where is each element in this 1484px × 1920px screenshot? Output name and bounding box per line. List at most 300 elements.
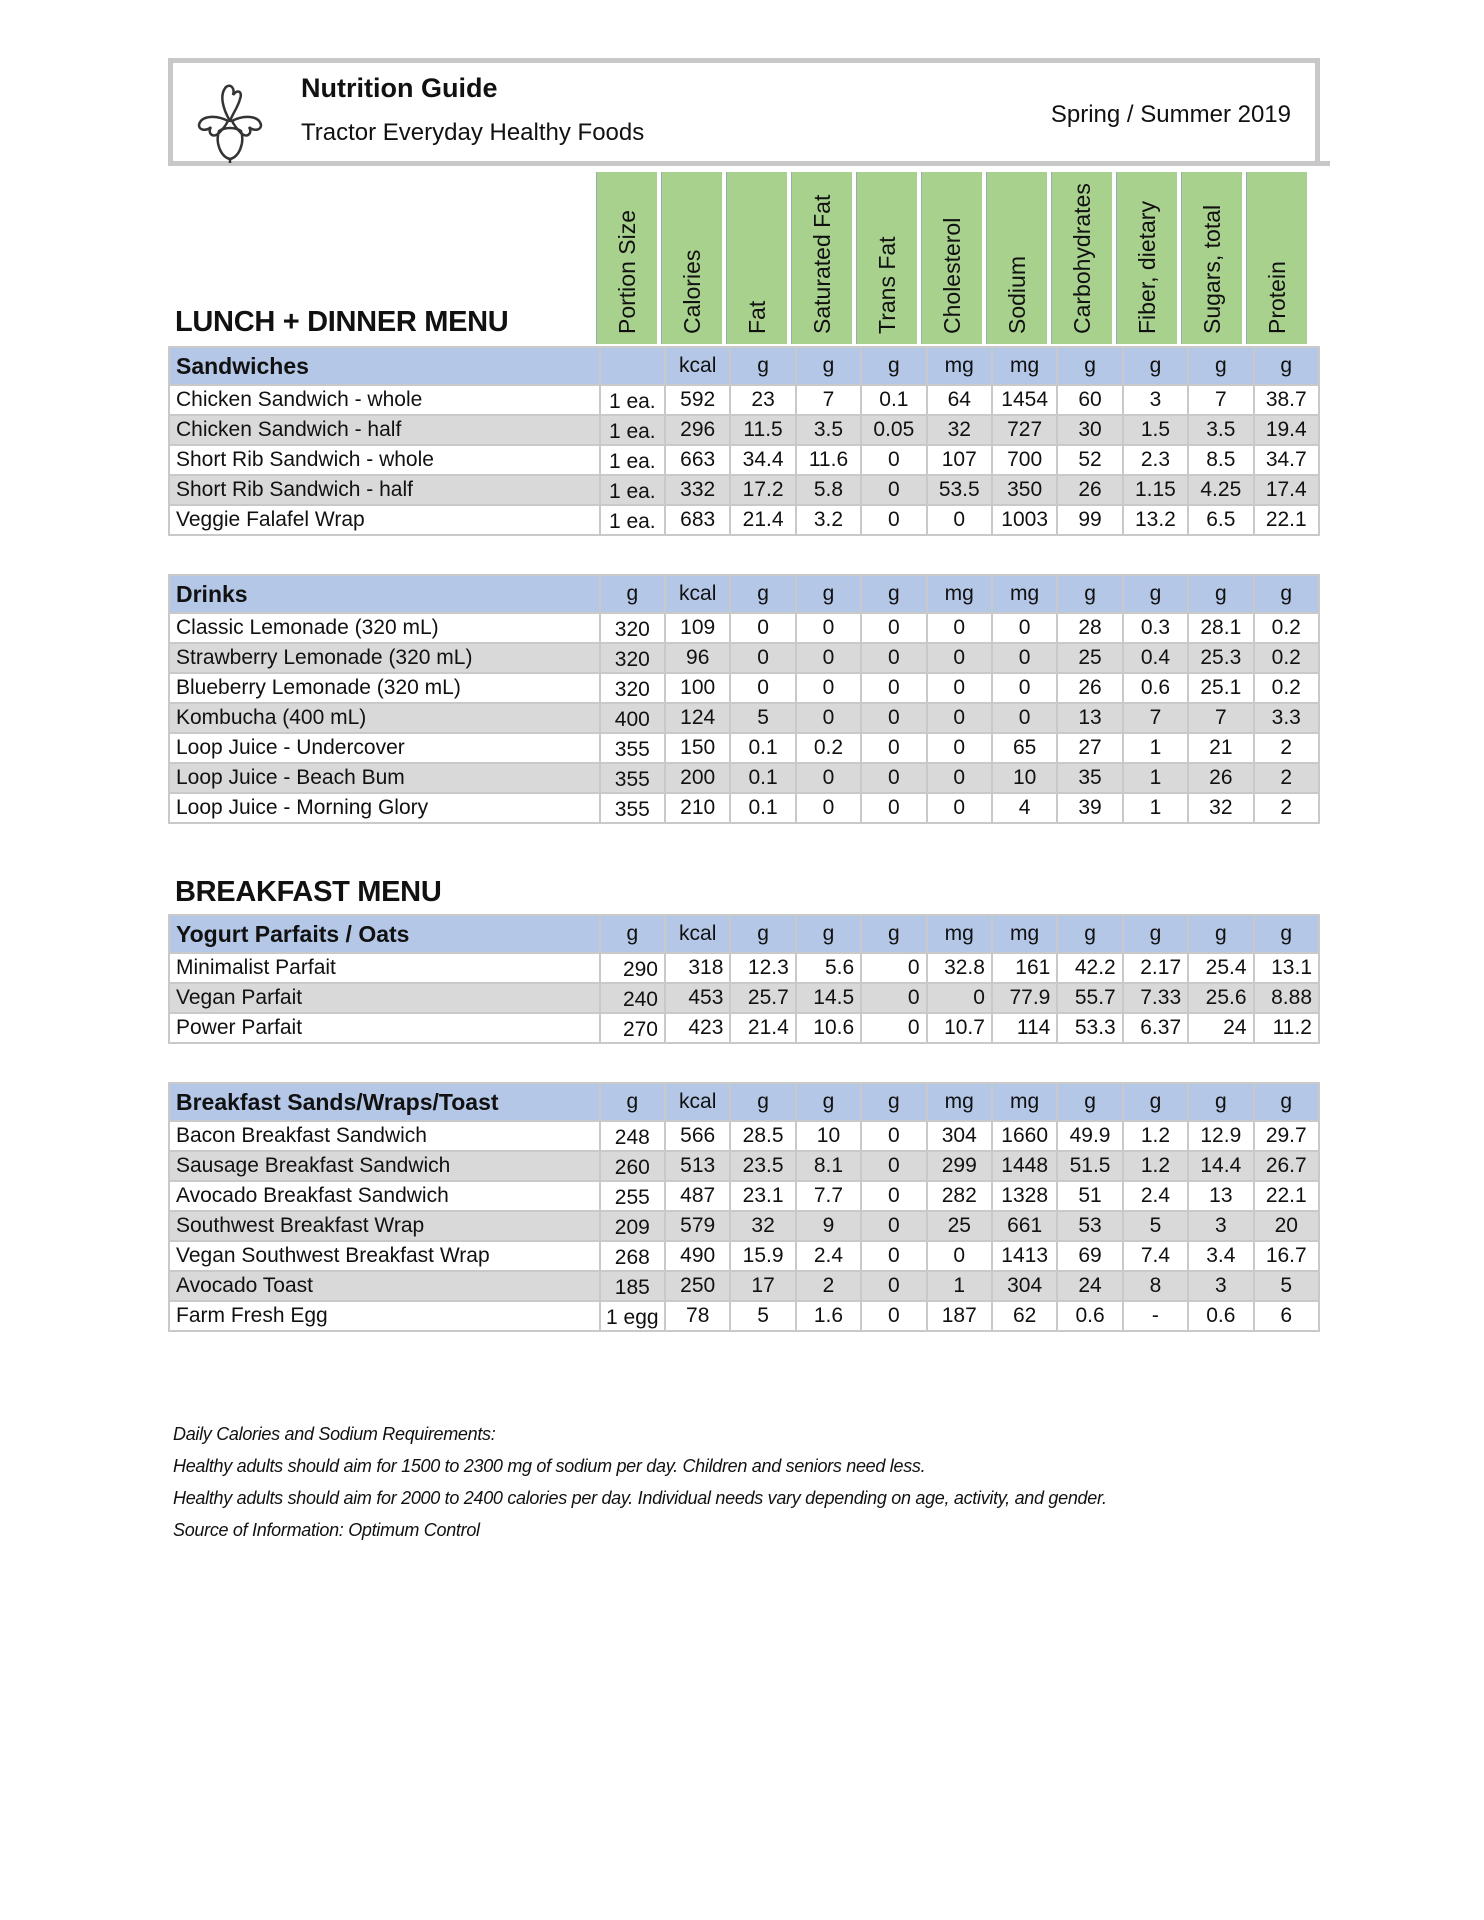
value-cell: 355	[600, 733, 665, 763]
unit-cell: mg	[927, 915, 992, 953]
item-name: Minimalist Parfait	[169, 953, 600, 983]
value-cell: 1	[1123, 733, 1188, 763]
value-cell: 2.3	[1123, 445, 1188, 475]
value-cell: 24	[1188, 1013, 1253, 1043]
value-cell: 53.3	[1057, 1013, 1122, 1043]
value-cell: 23.1	[730, 1181, 795, 1211]
value-cell: 25.4	[1188, 953, 1253, 983]
value-cell: 0	[730, 673, 795, 703]
col-saturated-fat: Saturated Fat	[791, 172, 852, 344]
value-cell: 65	[992, 733, 1057, 763]
item-name: Sausage Breakfast Sandwich	[169, 1151, 600, 1181]
value-cell: 99	[1057, 505, 1122, 535]
value-cell: -	[1123, 1301, 1188, 1331]
value-cell: 49.9	[1057, 1121, 1122, 1151]
value-cell: 22.1	[1254, 505, 1319, 535]
item-name: Chicken Sandwich - whole	[169, 385, 600, 415]
table-row	[169, 475, 1319, 505]
value-cell: 4.25	[1188, 475, 1253, 505]
value-cell: 0	[861, 445, 926, 475]
unit-cell	[600, 347, 665, 385]
value-cell: 0	[861, 1181, 926, 1211]
col-sodium: Sodium	[986, 172, 1047, 344]
value-cell: 12.3	[730, 953, 795, 983]
item-name: Veggie Falafel Wrap	[169, 505, 600, 535]
value-cell: 299	[927, 1151, 992, 1181]
value-cell: 210	[665, 793, 730, 823]
value-cell: 0	[861, 613, 926, 643]
value-cell: 240	[600, 983, 665, 1013]
table-row	[169, 613, 1319, 643]
value-cell: 100	[665, 673, 730, 703]
col-fiber: Fiber, dietary	[1116, 172, 1177, 344]
value-cell: 0	[861, 1151, 926, 1181]
value-cell: 5	[1254, 1271, 1319, 1301]
item-name: Kombucha (400 mL)	[169, 703, 600, 733]
value-cell: 25.1	[1188, 673, 1253, 703]
value-cell: 1.5	[1123, 415, 1188, 445]
value-cell: 355	[600, 793, 665, 823]
value-cell: 2	[1254, 733, 1319, 763]
value-cell: 6	[1254, 1301, 1319, 1331]
unit-cell: g	[1057, 915, 1122, 953]
value-cell: 14.5	[796, 983, 861, 1013]
item-name: Short Rib Sandwich - half	[169, 475, 600, 505]
value-cell: 7	[1123, 703, 1188, 733]
value-cell: 5	[730, 703, 795, 733]
value-cell: 0.2	[796, 733, 861, 763]
unit-cell: g	[1123, 915, 1188, 953]
value-cell: 0.6	[1123, 673, 1188, 703]
item-name: Farm Fresh Egg	[169, 1301, 600, 1331]
item-name: Southwest Breakfast Wrap	[169, 1211, 600, 1241]
value-cell: 21	[1188, 733, 1253, 763]
table-row	[169, 733, 1319, 763]
value-cell: 0.2	[1254, 643, 1319, 673]
value-cell: 0	[796, 763, 861, 793]
value-cell: 2.17	[1123, 953, 1188, 983]
value-cell: 1 ea.	[600, 475, 665, 505]
value-cell: 8	[1123, 1271, 1188, 1301]
value-cell: 3.3	[1254, 703, 1319, 733]
table-row	[169, 643, 1319, 673]
value-cell: 96	[665, 643, 730, 673]
unit-cell: g	[1254, 347, 1319, 385]
value-cell: 52	[1057, 445, 1122, 475]
value-cell: 51.5	[1057, 1151, 1122, 1181]
value-cell: 1.2	[1123, 1151, 1188, 1181]
value-cell: 42.2	[1057, 953, 1122, 983]
value-cell: 355	[600, 763, 665, 793]
value-cell: 0	[796, 793, 861, 823]
table-row	[169, 1013, 1319, 1043]
value-cell: 15.9	[730, 1241, 795, 1271]
unit-cell: g	[796, 1083, 861, 1121]
item-name: Blueberry Lemonade (320 mL)	[169, 673, 600, 703]
value-cell: 17.4	[1254, 475, 1319, 505]
value-cell: 1.15	[1123, 475, 1188, 505]
value-cell: 5.6	[796, 953, 861, 983]
value-cell: 3.4	[1188, 1241, 1253, 1271]
item-name: Power Parfait	[169, 1013, 600, 1043]
value-cell: 9	[796, 1211, 861, 1241]
value-cell: 7.7	[796, 1181, 861, 1211]
value-cell: 25.3	[1188, 643, 1253, 673]
item-name: Loop Juice - Undercover	[169, 733, 600, 763]
note-line: Healthy adults should aim for 1500 to 2300 mg of sodium per day. Children and seniors need less.	[173, 1456, 926, 1476]
unit-cell: g	[1188, 1083, 1253, 1121]
header-rule	[281, 161, 1330, 166]
section-title: Yogurt Parfaits / Oats	[169, 915, 600, 953]
value-cell: 282	[927, 1181, 992, 1211]
col-fat: Fat	[726, 172, 787, 344]
value-cell: 60	[1057, 385, 1122, 415]
value-cell: 0	[730, 613, 795, 643]
value-cell: 3.5	[796, 415, 861, 445]
unit-cell: mg	[992, 575, 1057, 613]
value-cell: 0	[861, 643, 926, 673]
value-cell: 24	[1057, 1271, 1122, 1301]
value-cell: 3.2	[796, 505, 861, 535]
col-carbohydrates: Carbohydrates	[1051, 172, 1112, 344]
table-row	[169, 1121, 1319, 1151]
value-cell: 320	[600, 673, 665, 703]
value-cell: 0	[861, 475, 926, 505]
unit-cell: g	[730, 575, 795, 613]
drinks-table	[168, 574, 1320, 824]
value-cell: 7	[1188, 385, 1253, 415]
value-cell: 17.2	[730, 475, 795, 505]
table-row	[169, 793, 1319, 823]
value-cell: 25.7	[730, 983, 795, 1013]
value-cell: 0.6	[1188, 1301, 1253, 1331]
value-cell: 13.1	[1254, 953, 1319, 983]
value-cell: 32	[927, 415, 992, 445]
value-cell: 10	[796, 1121, 861, 1151]
season-label: Spring / Summer 2019	[1050, 101, 1291, 128]
value-cell: 0	[796, 703, 861, 733]
value-cell: 1448	[992, 1151, 1057, 1181]
value-cell: 1413	[992, 1241, 1057, 1271]
col-sugars: Sugars, total	[1181, 172, 1242, 344]
value-cell: 0	[992, 673, 1057, 703]
value-cell: 51	[1057, 1181, 1122, 1211]
col-calories: Calories	[661, 172, 722, 344]
value-cell: 3	[1123, 385, 1188, 415]
value-cell: 77.9	[992, 983, 1057, 1013]
value-cell: 0	[992, 703, 1057, 733]
value-cell: 0	[861, 1211, 926, 1241]
item-name: Chicken Sandwich - half	[169, 415, 600, 445]
value-cell: 1003	[992, 505, 1057, 535]
value-cell: 38.7	[1254, 385, 1319, 415]
value-cell: 579	[665, 1211, 730, 1241]
value-cell: 250	[665, 1271, 730, 1301]
value-cell: 1660	[992, 1121, 1057, 1151]
value-cell: 270	[600, 1013, 665, 1043]
value-cell: 35	[1057, 763, 1122, 793]
value-cell: 26	[1188, 763, 1253, 793]
unit-cell: kcal	[665, 1083, 730, 1121]
value-cell: 0	[927, 613, 992, 643]
unit-cell: mg	[992, 347, 1057, 385]
value-cell: 566	[665, 1121, 730, 1151]
value-cell: 453	[665, 983, 730, 1013]
unit-cell: g	[861, 347, 926, 385]
table-row	[169, 415, 1319, 445]
value-cell: 5	[730, 1301, 795, 1331]
value-cell: 32.8	[927, 953, 992, 983]
value-cell: 0	[730, 643, 795, 673]
lunch-dinner-title: LUNCH + DINNER MENU	[175, 306, 509, 338]
value-cell: 200	[665, 763, 730, 793]
unit-cell: mg	[927, 347, 992, 385]
value-cell: 12.9	[1188, 1121, 1253, 1151]
value-cell: 62	[992, 1301, 1057, 1331]
value-cell: 29.7	[1254, 1121, 1319, 1151]
value-cell: 55.7	[1057, 983, 1122, 1013]
item-name: Loop Juice - Beach Bum	[169, 763, 600, 793]
table-row	[169, 505, 1319, 535]
value-cell: 0	[927, 733, 992, 763]
value-cell: 107	[927, 445, 992, 475]
value-cell: 0.2	[1254, 673, 1319, 703]
value-cell: 0.3	[1123, 613, 1188, 643]
note-line: Source of Information: Optimum Control	[173, 1520, 480, 1540]
breakfast-title: BREAKFAST MENU	[175, 876, 442, 908]
value-cell: 14.4	[1188, 1151, 1253, 1181]
unit-cell: g	[600, 915, 665, 953]
value-cell: 27	[1057, 733, 1122, 763]
value-cell: 10	[992, 763, 1057, 793]
value-cell: 28	[1057, 613, 1122, 643]
unit-cell: g	[861, 915, 926, 953]
value-cell: 0	[861, 1013, 926, 1043]
table-row	[169, 763, 1319, 793]
value-cell: 8.1	[796, 1151, 861, 1181]
value-cell: 16.7	[1254, 1241, 1319, 1271]
value-cell: 26	[1057, 673, 1122, 703]
value-cell: 0.05	[861, 415, 926, 445]
value-cell: 1.2	[1123, 1121, 1188, 1151]
breakfast-sandwiches-table	[168, 1082, 1320, 1332]
unit-cell: g	[1188, 347, 1253, 385]
value-cell: 0	[861, 1241, 926, 1271]
value-cell: 4	[992, 793, 1057, 823]
unit-cell: mg	[927, 1083, 992, 1121]
table-row	[169, 1181, 1319, 1211]
unit-cell: g	[861, 1083, 926, 1121]
value-cell: 2.4	[796, 1241, 861, 1271]
value-cell: 23	[730, 385, 795, 415]
value-cell: 592	[665, 385, 730, 415]
unit-cell: g	[1254, 915, 1319, 953]
value-cell: 69	[1057, 1241, 1122, 1271]
value-cell: 64	[927, 385, 992, 415]
value-cell: 320	[600, 643, 665, 673]
value-cell: 7	[796, 385, 861, 415]
value-cell: 0	[927, 1241, 992, 1271]
unit-cell: g	[1123, 1083, 1188, 1121]
value-cell: 23.5	[730, 1151, 795, 1181]
value-cell: 0.1	[730, 793, 795, 823]
table-row	[169, 385, 1319, 415]
value-cell: 3	[1188, 1271, 1253, 1301]
unit-cell: g	[1057, 575, 1122, 613]
value-cell: 268	[600, 1241, 665, 1271]
value-cell: 0	[796, 613, 861, 643]
unit-cell: g	[1123, 575, 1188, 613]
value-cell: 0.1	[861, 385, 926, 415]
table-row	[169, 673, 1319, 703]
value-cell: 5.8	[796, 475, 861, 505]
value-cell: 34.7	[1254, 445, 1319, 475]
value-cell: 11.6	[796, 445, 861, 475]
unit-cell: g	[730, 1083, 795, 1121]
nutrient-column-headers	[596, 172, 1311, 344]
note-line: Healthy adults should aim for 2000 to 2400 calories per day. Individual needs vary depending on age, activity, and gender.	[173, 1488, 1107, 1508]
item-name: Bacon Breakfast Sandwich	[169, 1121, 600, 1151]
table-row	[169, 1151, 1319, 1181]
unit-cell: kcal	[665, 915, 730, 953]
value-cell: 0	[861, 1301, 926, 1331]
value-cell: 10.6	[796, 1013, 861, 1043]
value-cell: 727	[992, 415, 1057, 445]
value-cell: 0	[927, 703, 992, 733]
value-cell: 0	[992, 613, 1057, 643]
unit-cell: mg	[927, 575, 992, 613]
table-row	[169, 1241, 1319, 1271]
value-cell: 0.2	[1254, 613, 1319, 643]
value-cell: 248	[600, 1121, 665, 1151]
value-cell: 0	[861, 1271, 926, 1301]
value-cell: 304	[992, 1271, 1057, 1301]
value-cell: 0	[861, 983, 926, 1013]
value-cell: 0	[861, 733, 926, 763]
value-cell: 0	[927, 763, 992, 793]
value-cell: 513	[665, 1151, 730, 1181]
value-cell: 25	[1057, 643, 1122, 673]
value-cell: 10.7	[927, 1013, 992, 1043]
value-cell: 0	[927, 793, 992, 823]
value-cell: 150	[665, 733, 730, 763]
value-cell: 3.5	[1188, 415, 1253, 445]
unit-cell: g	[1254, 575, 1319, 613]
radish-logo-icon	[193, 81, 267, 163]
value-cell: 124	[665, 703, 730, 733]
value-cell: 8.5	[1188, 445, 1253, 475]
item-name: Avocado Toast	[169, 1271, 600, 1301]
value-cell: 6.37	[1123, 1013, 1188, 1043]
value-cell: 7.33	[1123, 983, 1188, 1013]
unit-cell: g	[600, 575, 665, 613]
value-cell: 1 ea.	[600, 385, 665, 415]
unit-cell: g	[796, 915, 861, 953]
value-cell: 39	[1057, 793, 1122, 823]
section-header-row	[169, 347, 1319, 385]
unit-cell: g	[1057, 347, 1122, 385]
value-cell: 11.5	[730, 415, 795, 445]
unit-cell: g	[861, 575, 926, 613]
value-cell: 400	[600, 703, 665, 733]
item-name: Classic Lemonade (320 mL)	[169, 613, 600, 643]
value-cell: 25	[927, 1211, 992, 1241]
value-cell: 0.6	[1057, 1301, 1122, 1331]
unit-cell: g	[1123, 347, 1188, 385]
unit-cell: mg	[992, 1083, 1057, 1121]
col-protein: Protein	[1246, 172, 1307, 344]
value-cell: 6.5	[1188, 505, 1253, 535]
value-cell: 0	[861, 953, 926, 983]
unit-cell: g	[1254, 1083, 1319, 1121]
value-cell: 19.4	[1254, 415, 1319, 445]
guide-subtitle: Tractor Everyday Healthy Foods	[301, 119, 645, 146]
value-cell: 1 ea.	[600, 505, 665, 535]
value-cell: 13.2	[1123, 505, 1188, 535]
unit-cell: g	[796, 347, 861, 385]
item-name: Vegan Parfait	[169, 983, 600, 1013]
value-cell: 332	[665, 475, 730, 505]
value-cell: 490	[665, 1241, 730, 1271]
value-cell: 304	[927, 1121, 992, 1151]
value-cell: 260	[600, 1151, 665, 1181]
table-row	[169, 1301, 1319, 1331]
item-name: Vegan Southwest Breakfast Wrap	[169, 1241, 600, 1271]
value-cell: 1 ea.	[600, 415, 665, 445]
value-cell: 21.4	[730, 1013, 795, 1043]
value-cell: 0	[861, 763, 926, 793]
value-cell: 0	[861, 673, 926, 703]
table-row	[169, 1211, 1319, 1241]
value-cell: 0	[927, 505, 992, 535]
unit-cell: g	[730, 915, 795, 953]
value-cell: 5	[1123, 1211, 1188, 1241]
value-cell: 32	[730, 1211, 795, 1241]
value-cell: 0	[796, 643, 861, 673]
unit-cell: g	[730, 347, 795, 385]
value-cell: 109	[665, 613, 730, 643]
unit-cell: g	[1188, 915, 1253, 953]
value-cell: 8.88	[1254, 983, 1319, 1013]
value-cell: 0	[861, 505, 926, 535]
value-cell: 114	[992, 1013, 1057, 1043]
item-name: Avocado Breakfast Sandwich	[169, 1181, 600, 1211]
value-cell: 0	[927, 983, 992, 1013]
value-cell: 11.2	[1254, 1013, 1319, 1043]
value-cell: 1.6	[796, 1301, 861, 1331]
value-cell: 26.7	[1254, 1151, 1319, 1181]
footnotes	[173, 1418, 1107, 1546]
value-cell: 1 egg	[600, 1301, 665, 1331]
section-title: Sandwiches	[169, 347, 600, 385]
value-cell: 0	[861, 703, 926, 733]
value-cell: 0.1	[730, 763, 795, 793]
value-cell: 0	[861, 793, 926, 823]
table-row	[169, 445, 1319, 475]
value-cell: 26	[1057, 475, 1122, 505]
value-cell: 3	[1188, 1211, 1253, 1241]
unit-cell: g	[600, 1083, 665, 1121]
value-cell: 53	[1057, 1211, 1122, 1241]
value-cell: 0	[861, 1121, 926, 1151]
table-row	[169, 953, 1319, 983]
parfaits-table	[168, 914, 1320, 1044]
value-cell: 0	[992, 643, 1057, 673]
col-cholesterol: Cholesterol	[921, 172, 982, 344]
value-cell: 28.1	[1188, 613, 1253, 643]
section-header-row	[169, 1083, 1319, 1121]
value-cell: 296	[665, 415, 730, 445]
